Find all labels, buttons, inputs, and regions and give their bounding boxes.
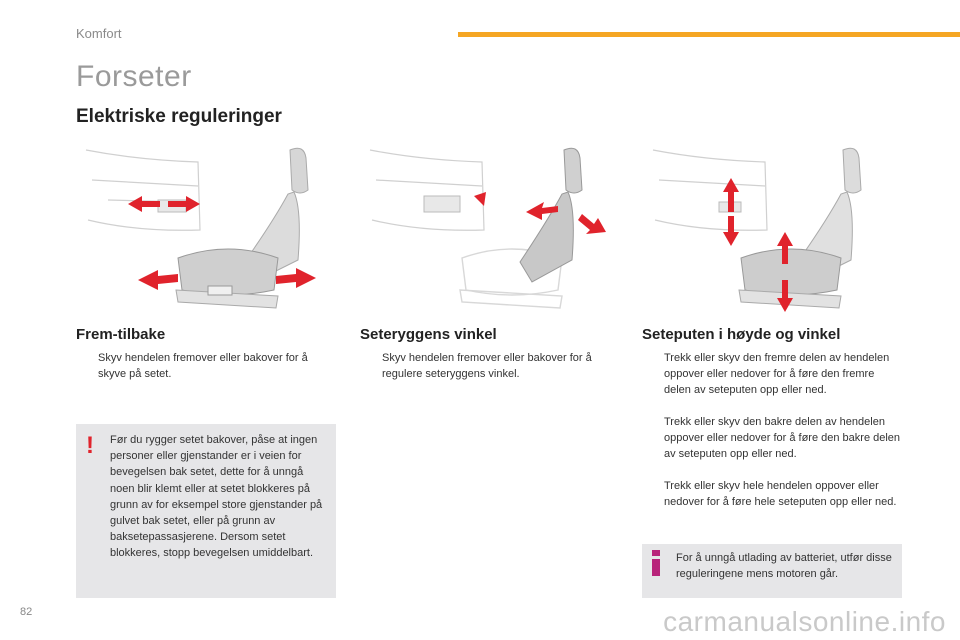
heading-backrest-angle: Seteryggens vinkel [360, 326, 497, 343]
step-cushion-1 [642, 350, 904, 398]
info-icon [652, 550, 660, 576]
info-text: For å unngå utlading av batteriet, utfør disse reguleringene mens motoren går. [676, 552, 892, 580]
seat-cushion-svg [645, 140, 915, 315]
step-forward-back-1 [76, 350, 338, 382]
page-number: 82 [20, 606, 33, 618]
seat-illustration-cushion [645, 140, 915, 315]
step-text: Trekk eller skyv den bakre delen av hendelen oppover eller nedover for å føre den bakre delen av seteputen opp eller ned. [664, 416, 901, 460]
step-text: Trekk eller skyv hele hendelen oppover eller nedover for å føre hele seteputen opp eller ned. [664, 480, 897, 508]
warning-box [76, 424, 336, 598]
page-subtitle: Elektriske reguleringer [76, 106, 282, 127]
heading-cushion-height-angle: Seteputen i høyde og vinkel [642, 326, 841, 343]
seat-illustration-forward-back [78, 140, 348, 315]
step-text: Skyv hendelen fremover eller bakover for å skyve på setet. [98, 352, 308, 380]
step-backrest-1 [360, 350, 622, 382]
step-cushion-3 [642, 478, 904, 510]
info-box [642, 544, 902, 598]
heading-forward-back: Frem-tilbake [76, 326, 166, 343]
accent-bar [458, 32, 960, 37]
exclamation-icon: ! [86, 432, 94, 459]
warning-text: Før du rygger setet bakover, påse at ingen personer eller gjenstander er i veien for bevegelsen bak setet, dette for å unngå noen blir klemt eller at setet blokkeres på grunn av for eksempel store gjenstander på gulvet bak setet, eller på grunn av baksetepassasjerene. Dersom setet blokkeres, stopp bevegelsen umiddelbart. [110, 434, 323, 560]
watermark: carmanualsonline.info [663, 606, 946, 637]
seat-backrest-svg [362, 140, 632, 315]
seat-forward-back-svg [78, 140, 348, 315]
step-cushion-2 [642, 414, 904, 462]
page-title: Forseter [76, 60, 192, 93]
step-text: Trekk eller skyv den fremre delen av hendelen oppover eller nedover for å føre den fremre delen av seteputen opp eller ned. [664, 352, 890, 396]
step-text: Skyv hendelen fremover eller bakover for å regulere seteryggens vinkel. [382, 352, 592, 380]
section-label: Komfort [76, 26, 122, 41]
seat-illustration-backrest [362, 140, 632, 315]
